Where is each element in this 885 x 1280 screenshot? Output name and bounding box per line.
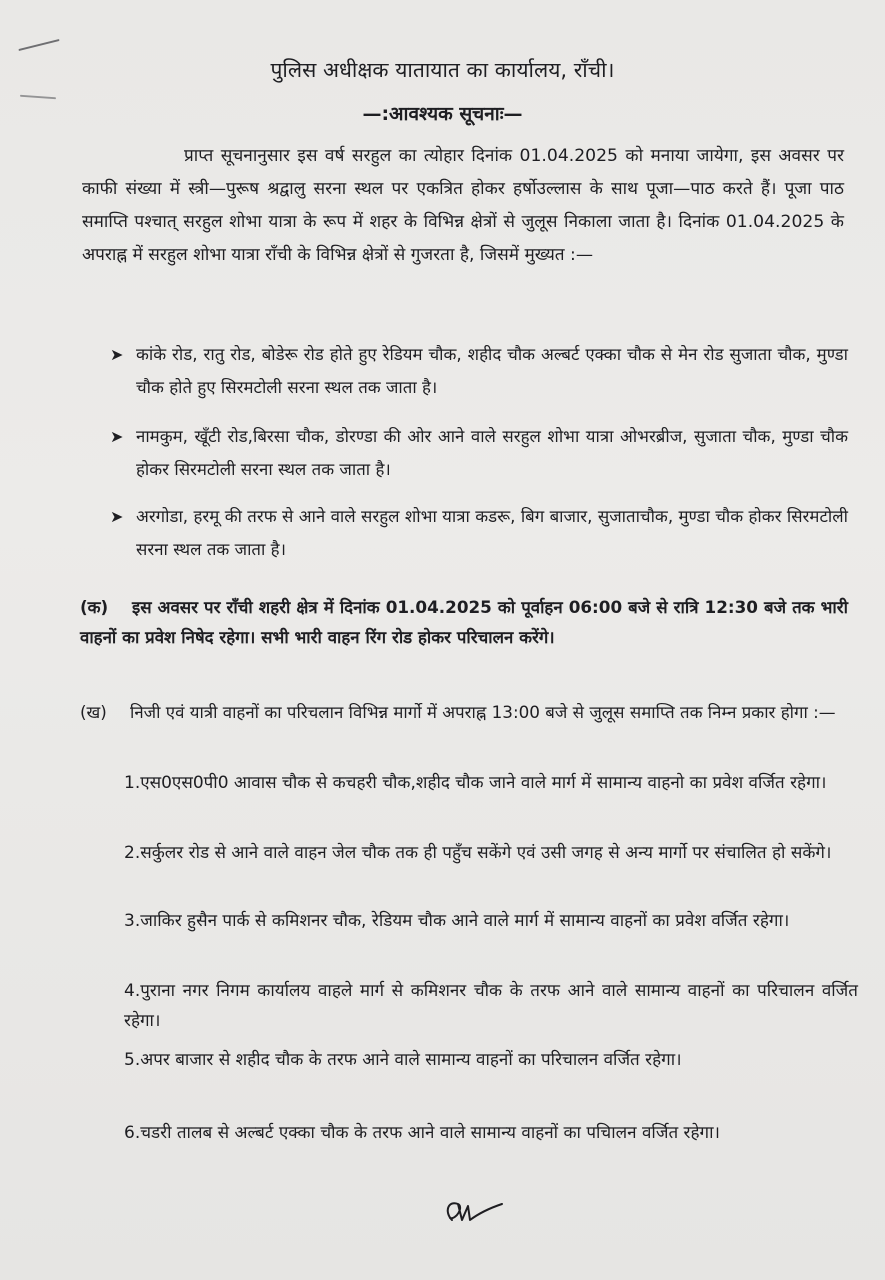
intro-paragraph: प्राप्त सूचनानुसार इस वर्ष सरहुल का त्योहार दिनांक 01.04.2025 को मनाया जायेगा, इस अवसर पर काफी संख्या में स्त्री—पुरूष श्रद्वालु सरना स्थल पर एकत्रित होकर हर्षोउल्लास के साथ पूजा—पाठ करते हैं। पूजा पाठ समाप्ति पश्चात् सरहुल शोभा यात्रा के रूप में शहर के विभिन्न क्षेत्रों से जुलूस निकाला जाता है। दिनांक 01.04.2025 के अपराह्न में सरहुल शोभा यात्रा राँची के विभिन्न क्षेत्रों से गुजरता है, जिसमें मुख्यत :—	[82, 146, 844, 265]
traffic-rule-2: 2.सर्कुलर रोड से आने वाले वाहन जेल चौक तक ही पहुँच सकेंगे एवं उसी जगह से अन्य मार्गो पर संचालित हो सकेंगे।	[124, 843, 832, 863]
section-kha	[80, 697, 848, 727]
traffic-rule-1: 1.एस0एस0पी0 आवास चौक से कचहरी चौक,शहीद चौक जाने वाले मार्ग में सामान्य वाहनो का प्रवेश वर्जित रहेगा।	[124, 773, 827, 793]
arrow-bullet-icon: ➤	[110, 507, 124, 526]
route-item	[110, 338, 848, 404]
section-kha-label: (ख)	[80, 702, 107, 722]
route-item	[110, 500, 848, 566]
pen-mark	[18, 39, 59, 51]
route-item	[110, 420, 848, 486]
arrow-bullet-icon: ➤	[110, 345, 124, 364]
traffic-rule-6: 6.चडरी तालब से अल्बर्ट एक्का चौक के तरफ आने वाले सामान्य वाहनों का पचिालन वर्जित रहेगा।	[124, 1123, 720, 1143]
notice-subtitle: —:आवश्यक सूचनाः—	[362, 103, 523, 125]
section-ka-label: (क)	[80, 597, 109, 617]
section-kha-text: निजी एवं यात्री वाहनों का परिचलान विभिन्न मार्गो में अपराह्न 13:00 बजे से जुलूस समाप्ति तक निम्न प्रकार होगा :—	[130, 702, 836, 722]
section-ka	[80, 592, 848, 652]
arrow-bullet-icon: ➤	[110, 427, 124, 446]
route-text: अरगोडा, हरमू की तरफ से आने वाले सरहुल शोभा यात्रा कडरू, बिग बाजार, सुजाताचौक, मुण्डा चौक होकर सिरमटोली सरना स्थल तक जाता है।	[136, 506, 848, 559]
pen-mark	[20, 95, 56, 100]
traffic-rule-5: 5.अपर बाजार से शहीद चौक के तरफ आने वाले सामान्य वाहनों का परिचालन वर्जित रहेगा।	[124, 1050, 682, 1070]
route-text: कांके रोड, रातु रोड, बोडेरू रोड होते हुए रेडियम चौक, शहीद चौक अल्बर्ट एक्का चौक से मेन रोड सुजाता चौक, मुण्डा चौक होते हुए सिरमटोली सरना स्थल तक जाता है।	[136, 344, 848, 397]
signature-icon	[438, 1190, 508, 1230]
section-ka-text: इस अवसर पर राँची शहरी क्षेत्र में दिनांक 01.04.2025 को पूर्वाहन 06:00 बजे से रात्रि 12:30 बजे तक भारी वाहनों का प्रवेश निषेद रहेगा। सभी भारी वाहन रिंग रोड होकर परिचालन करेंगे।	[80, 597, 848, 647]
traffic-rule-4: 4.पुराना नगर निगम कार्यालय वाहले मार्ग से कमिशनर चौक के तरफ आने वाले सामान्य वाहनों का परिचालन वर्जित रहेगा।	[124, 981, 858, 1031]
office-title: पुलिस अधीक्षक यातायात का कार्यालय, राँची।	[270, 58, 615, 82]
traffic-rule-3: 3.जाकिर हुसैन पार्क से कमिशनर चौक, रेडियम चौक आने वाले मार्ग में सामान्य वाहनों का प्रवेश वर्जित रहेगा।	[124, 911, 790, 931]
route-text: नामकुम, खूँटी रोड,बिरसा चौक, डोरण्डा की ओर आने वाले सरहुल शोभा यात्रा ओभरब्रीज, सुजाता चौक, मुण्डा चौक होकर सिरमटोली सरना स्थल तक जाता है।	[136, 426, 848, 479]
